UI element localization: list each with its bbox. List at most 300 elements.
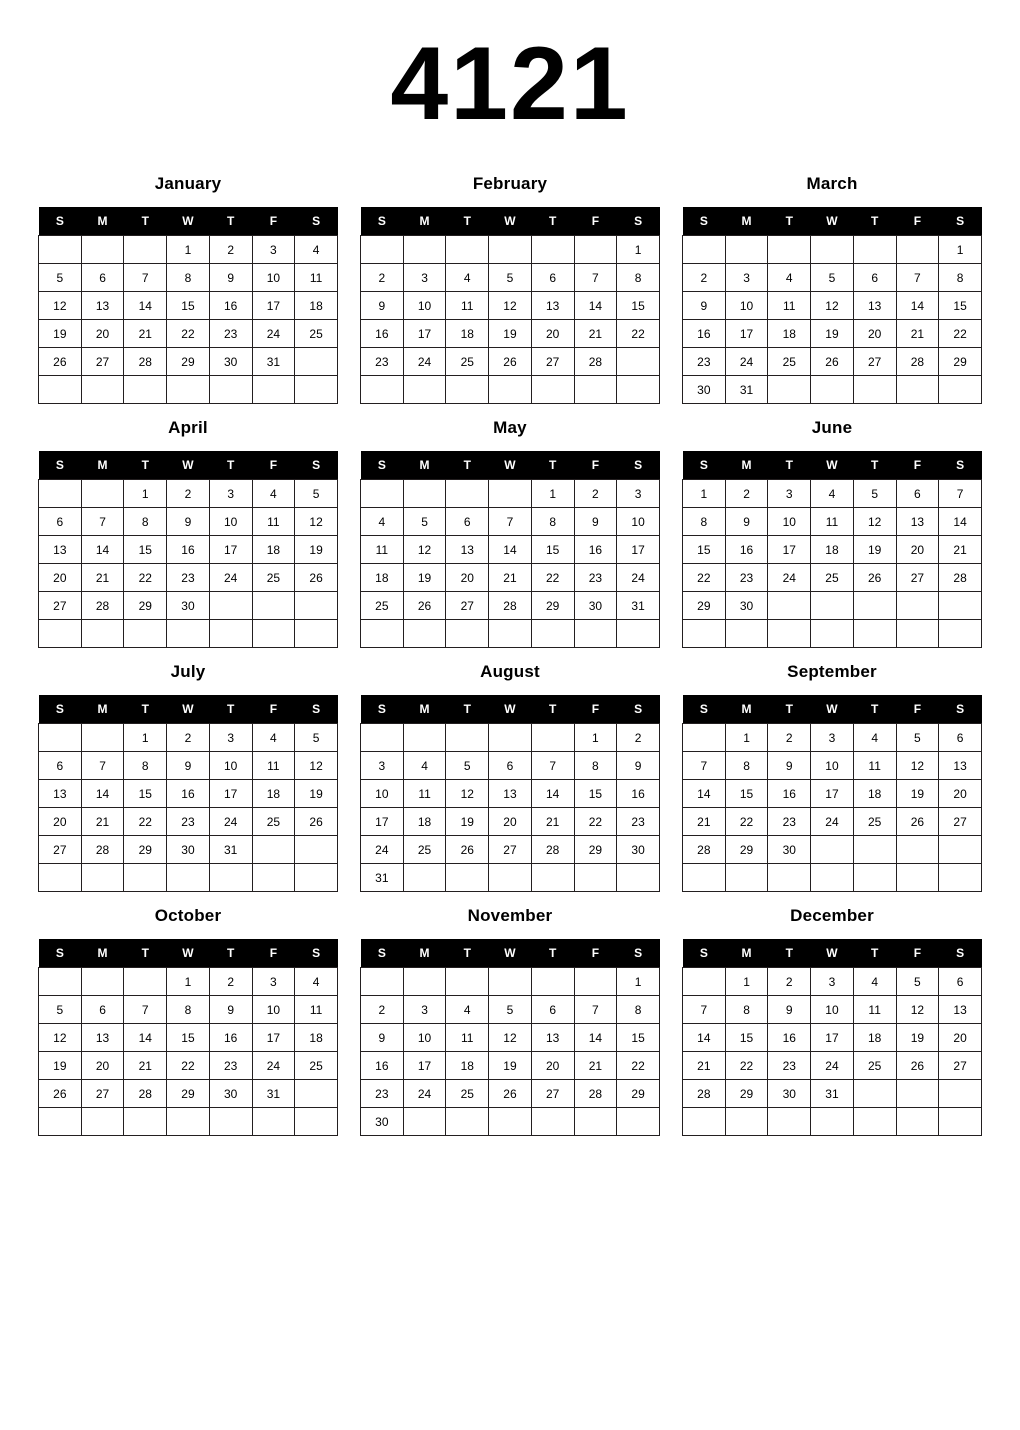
day-cell[interactable]: 15 bbox=[167, 292, 210, 320]
day-cell[interactable]: 13 bbox=[39, 780, 82, 808]
day-cell[interactable]: 3 bbox=[403, 996, 446, 1024]
day-cell[interactable]: 13 bbox=[939, 752, 982, 780]
day-cell[interactable]: 2 bbox=[209, 236, 252, 264]
day-cell[interactable]: 13 bbox=[853, 292, 896, 320]
day-cell[interactable]: 4 bbox=[295, 236, 338, 264]
day-cell[interactable]: 16 bbox=[167, 536, 210, 564]
day-cell[interactable]: 24 bbox=[209, 564, 252, 592]
day-cell[interactable]: 18 bbox=[768, 320, 811, 348]
day-cell[interactable]: 7 bbox=[489, 508, 532, 536]
day-cell[interactable]: 23 bbox=[617, 808, 660, 836]
day-cell[interactable]: 12 bbox=[39, 292, 82, 320]
day-cell[interactable]: 19 bbox=[489, 1052, 532, 1080]
day-cell[interactable]: 11 bbox=[361, 536, 404, 564]
day-cell[interactable]: 15 bbox=[617, 1024, 660, 1052]
day-cell[interactable]: 5 bbox=[896, 968, 939, 996]
day-cell[interactable]: 9 bbox=[209, 264, 252, 292]
day-cell[interactable]: 20 bbox=[853, 320, 896, 348]
day-cell[interactable]: 22 bbox=[167, 1052, 210, 1080]
day-cell[interactable]: 26 bbox=[853, 564, 896, 592]
day-cell[interactable]: 8 bbox=[683, 508, 726, 536]
day-cell[interactable]: 25 bbox=[853, 808, 896, 836]
day-cell[interactable]: 10 bbox=[252, 996, 295, 1024]
day-cell[interactable]: 19 bbox=[811, 320, 854, 348]
day-cell[interactable]: 2 bbox=[768, 968, 811, 996]
day-cell[interactable]: 5 bbox=[403, 508, 446, 536]
day-cell[interactable]: 5 bbox=[896, 724, 939, 752]
day-cell[interactable]: 17 bbox=[768, 536, 811, 564]
day-cell[interactable]: 5 bbox=[811, 264, 854, 292]
day-cell[interactable]: 17 bbox=[361, 808, 404, 836]
day-cell[interactable]: 7 bbox=[683, 752, 726, 780]
day-cell[interactable]: 16 bbox=[768, 1024, 811, 1052]
day-cell[interactable]: 21 bbox=[939, 536, 982, 564]
day-cell[interactable]: 1 bbox=[124, 480, 167, 508]
day-cell[interactable]: 14 bbox=[531, 780, 574, 808]
day-cell[interactable]: 8 bbox=[617, 264, 660, 292]
day-cell[interactable]: 23 bbox=[768, 1052, 811, 1080]
day-cell[interactable]: 15 bbox=[574, 780, 617, 808]
day-cell[interactable]: 30 bbox=[361, 1108, 404, 1136]
day-cell[interactable]: 15 bbox=[725, 1024, 768, 1052]
day-cell[interactable]: 6 bbox=[489, 752, 532, 780]
day-cell[interactable]: 13 bbox=[896, 508, 939, 536]
day-cell[interactable]: 23 bbox=[209, 1052, 252, 1080]
day-cell[interactable]: 28 bbox=[574, 1080, 617, 1108]
day-cell[interactable]: 1 bbox=[725, 724, 768, 752]
day-cell[interactable]: 21 bbox=[683, 1052, 726, 1080]
day-cell[interactable]: 30 bbox=[574, 592, 617, 620]
day-cell[interactable]: 22 bbox=[124, 808, 167, 836]
day-cell[interactable]: 4 bbox=[403, 752, 446, 780]
day-cell[interactable]: 3 bbox=[617, 480, 660, 508]
day-cell[interactable]: 7 bbox=[574, 264, 617, 292]
day-cell[interactable]: 1 bbox=[939, 236, 982, 264]
day-cell[interactable]: 18 bbox=[361, 564, 404, 592]
day-cell[interactable]: 30 bbox=[167, 592, 210, 620]
day-cell[interactable]: 24 bbox=[361, 836, 404, 864]
day-cell[interactable]: 30 bbox=[768, 1080, 811, 1108]
day-cell[interactable]: 6 bbox=[81, 996, 124, 1024]
day-cell[interactable]: 1 bbox=[683, 480, 726, 508]
day-cell[interactable]: 18 bbox=[295, 292, 338, 320]
day-cell[interactable]: 28 bbox=[124, 1080, 167, 1108]
day-cell[interactable]: 27 bbox=[39, 836, 82, 864]
day-cell[interactable]: 8 bbox=[167, 996, 210, 1024]
day-cell[interactable]: 28 bbox=[896, 348, 939, 376]
day-cell[interactable]: 25 bbox=[446, 1080, 489, 1108]
day-cell[interactable]: 16 bbox=[361, 320, 404, 348]
day-cell[interactable]: 19 bbox=[295, 536, 338, 564]
day-cell[interactable]: 28 bbox=[81, 836, 124, 864]
day-cell[interactable]: 18 bbox=[252, 780, 295, 808]
day-cell[interactable]: 3 bbox=[811, 724, 854, 752]
day-cell[interactable]: 21 bbox=[531, 808, 574, 836]
day-cell[interactable]: 8 bbox=[617, 996, 660, 1024]
day-cell[interactable]: 20 bbox=[446, 564, 489, 592]
day-cell[interactable]: 13 bbox=[531, 292, 574, 320]
day-cell[interactable]: 11 bbox=[403, 780, 446, 808]
day-cell[interactable]: 24 bbox=[811, 808, 854, 836]
day-cell[interactable]: 10 bbox=[811, 996, 854, 1024]
day-cell[interactable]: 16 bbox=[617, 780, 660, 808]
day-cell[interactable]: 8 bbox=[124, 508, 167, 536]
day-cell[interactable]: 26 bbox=[896, 808, 939, 836]
day-cell[interactable]: 20 bbox=[81, 1052, 124, 1080]
day-cell[interactable]: 11 bbox=[295, 264, 338, 292]
day-cell[interactable]: 23 bbox=[683, 348, 726, 376]
day-cell[interactable]: 18 bbox=[811, 536, 854, 564]
day-cell[interactable]: 28 bbox=[683, 1080, 726, 1108]
day-cell[interactable]: 29 bbox=[939, 348, 982, 376]
day-cell[interactable]: 14 bbox=[81, 536, 124, 564]
day-cell[interactable]: 26 bbox=[489, 1080, 532, 1108]
day-cell[interactable]: 17 bbox=[403, 320, 446, 348]
day-cell[interactable]: 7 bbox=[81, 752, 124, 780]
day-cell[interactable]: 21 bbox=[489, 564, 532, 592]
day-cell[interactable]: 17 bbox=[209, 780, 252, 808]
day-cell[interactable]: 28 bbox=[124, 348, 167, 376]
day-cell[interactable]: 13 bbox=[81, 292, 124, 320]
day-cell[interactable]: 21 bbox=[896, 320, 939, 348]
day-cell[interactable]: 23 bbox=[209, 320, 252, 348]
day-cell[interactable]: 6 bbox=[39, 752, 82, 780]
day-cell[interactable]: 18 bbox=[853, 780, 896, 808]
day-cell[interactable]: 19 bbox=[896, 780, 939, 808]
day-cell[interactable]: 19 bbox=[403, 564, 446, 592]
day-cell[interactable]: 29 bbox=[683, 592, 726, 620]
day-cell[interactable]: 24 bbox=[617, 564, 660, 592]
day-cell[interactable]: 15 bbox=[531, 536, 574, 564]
day-cell[interactable]: 2 bbox=[167, 724, 210, 752]
day-cell[interactable]: 31 bbox=[811, 1080, 854, 1108]
day-cell[interactable]: 9 bbox=[361, 292, 404, 320]
day-cell[interactable]: 31 bbox=[209, 836, 252, 864]
day-cell[interactable]: 6 bbox=[939, 724, 982, 752]
day-cell[interactable]: 8 bbox=[574, 752, 617, 780]
day-cell[interactable]: 4 bbox=[768, 264, 811, 292]
day-cell[interactable]: 9 bbox=[683, 292, 726, 320]
day-cell[interactable]: 13 bbox=[446, 536, 489, 564]
day-cell[interactable]: 31 bbox=[361, 864, 404, 892]
day-cell[interactable]: 9 bbox=[167, 508, 210, 536]
day-cell[interactable]: 4 bbox=[853, 724, 896, 752]
day-cell[interactable]: 20 bbox=[531, 320, 574, 348]
day-cell[interactable]: 25 bbox=[768, 348, 811, 376]
day-cell[interactable]: 23 bbox=[361, 348, 404, 376]
day-cell[interactable]: 2 bbox=[768, 724, 811, 752]
day-cell[interactable]: 13 bbox=[39, 536, 82, 564]
day-cell[interactable]: 10 bbox=[403, 1024, 446, 1052]
day-cell[interactable]: 5 bbox=[39, 996, 82, 1024]
day-cell[interactable]: 16 bbox=[361, 1052, 404, 1080]
day-cell[interactable]: 27 bbox=[81, 1080, 124, 1108]
day-cell[interactable]: 2 bbox=[725, 480, 768, 508]
day-cell[interactable]: 7 bbox=[124, 996, 167, 1024]
day-cell[interactable]: 26 bbox=[446, 836, 489, 864]
day-cell[interactable]: 17 bbox=[403, 1052, 446, 1080]
day-cell[interactable]: 20 bbox=[939, 780, 982, 808]
day-cell[interactable]: 7 bbox=[896, 264, 939, 292]
day-cell[interactable]: 12 bbox=[896, 996, 939, 1024]
day-cell[interactable]: 1 bbox=[617, 968, 660, 996]
day-cell[interactable]: 12 bbox=[853, 508, 896, 536]
day-cell[interactable]: 2 bbox=[209, 968, 252, 996]
day-cell[interactable]: 12 bbox=[489, 1024, 532, 1052]
day-cell[interactable]: 22 bbox=[683, 564, 726, 592]
day-cell[interactable]: 7 bbox=[939, 480, 982, 508]
day-cell[interactable]: 21 bbox=[81, 564, 124, 592]
day-cell[interactable]: 12 bbox=[295, 752, 338, 780]
day-cell[interactable]: 14 bbox=[574, 1024, 617, 1052]
day-cell[interactable]: 22 bbox=[617, 1052, 660, 1080]
day-cell[interactable]: 10 bbox=[252, 264, 295, 292]
day-cell[interactable]: 14 bbox=[896, 292, 939, 320]
day-cell[interactable]: 17 bbox=[209, 536, 252, 564]
day-cell[interactable]: 28 bbox=[939, 564, 982, 592]
day-cell[interactable]: 17 bbox=[811, 1024, 854, 1052]
day-cell[interactable]: 5 bbox=[489, 996, 532, 1024]
day-cell[interactable]: 22 bbox=[725, 1052, 768, 1080]
day-cell[interactable]: 14 bbox=[683, 780, 726, 808]
day-cell[interactable]: 26 bbox=[295, 808, 338, 836]
day-cell[interactable]: 3 bbox=[252, 236, 295, 264]
day-cell[interactable]: 22 bbox=[574, 808, 617, 836]
day-cell[interactable]: 18 bbox=[446, 320, 489, 348]
day-cell[interactable]: 3 bbox=[361, 752, 404, 780]
day-cell[interactable]: 1 bbox=[617, 236, 660, 264]
day-cell[interactable]: 3 bbox=[725, 264, 768, 292]
day-cell[interactable]: 16 bbox=[209, 292, 252, 320]
day-cell[interactable]: 28 bbox=[489, 592, 532, 620]
day-cell[interactable]: 29 bbox=[725, 836, 768, 864]
day-cell[interactable]: 22 bbox=[725, 808, 768, 836]
day-cell[interactable]: 6 bbox=[446, 508, 489, 536]
day-cell[interactable]: 3 bbox=[252, 968, 295, 996]
day-cell[interactable]: 4 bbox=[361, 508, 404, 536]
day-cell[interactable]: 9 bbox=[725, 508, 768, 536]
day-cell[interactable]: 25 bbox=[295, 1052, 338, 1080]
day-cell[interactable]: 16 bbox=[167, 780, 210, 808]
day-cell[interactable]: 23 bbox=[167, 564, 210, 592]
day-cell[interactable]: 9 bbox=[209, 996, 252, 1024]
day-cell[interactable]: 9 bbox=[768, 996, 811, 1024]
day-cell[interactable]: 22 bbox=[167, 320, 210, 348]
day-cell[interactable]: 17 bbox=[617, 536, 660, 564]
day-cell[interactable]: 29 bbox=[124, 836, 167, 864]
day-cell[interactable]: 2 bbox=[683, 264, 726, 292]
day-cell[interactable]: 19 bbox=[896, 1024, 939, 1052]
day-cell[interactable]: 10 bbox=[768, 508, 811, 536]
day-cell[interactable]: 15 bbox=[683, 536, 726, 564]
day-cell[interactable]: 3 bbox=[403, 264, 446, 292]
day-cell[interactable]: 4 bbox=[252, 724, 295, 752]
day-cell[interactable]: 1 bbox=[531, 480, 574, 508]
day-cell[interactable]: 22 bbox=[124, 564, 167, 592]
day-cell[interactable]: 14 bbox=[683, 1024, 726, 1052]
day-cell[interactable]: 20 bbox=[939, 1024, 982, 1052]
day-cell[interactable]: 23 bbox=[574, 564, 617, 592]
day-cell[interactable]: 24 bbox=[252, 320, 295, 348]
day-cell[interactable]: 11 bbox=[768, 292, 811, 320]
day-cell[interactable]: 25 bbox=[361, 592, 404, 620]
day-cell[interactable]: 12 bbox=[446, 780, 489, 808]
day-cell[interactable]: 30 bbox=[209, 348, 252, 376]
day-cell[interactable]: 30 bbox=[167, 836, 210, 864]
day-cell[interactable]: 14 bbox=[489, 536, 532, 564]
day-cell[interactable]: 15 bbox=[725, 780, 768, 808]
day-cell[interactable]: 30 bbox=[768, 836, 811, 864]
day-cell[interactable]: 8 bbox=[725, 996, 768, 1024]
day-cell[interactable]: 2 bbox=[361, 264, 404, 292]
day-cell[interactable]: 25 bbox=[252, 564, 295, 592]
day-cell[interactable]: 11 bbox=[853, 752, 896, 780]
day-cell[interactable]: 19 bbox=[489, 320, 532, 348]
day-cell[interactable]: 21 bbox=[124, 1052, 167, 1080]
day-cell[interactable]: 5 bbox=[853, 480, 896, 508]
day-cell[interactable]: 6 bbox=[531, 264, 574, 292]
day-cell[interactable]: 20 bbox=[39, 808, 82, 836]
day-cell[interactable]: 20 bbox=[896, 536, 939, 564]
day-cell[interactable]: 17 bbox=[252, 292, 295, 320]
day-cell[interactable]: 27 bbox=[39, 592, 82, 620]
day-cell[interactable]: 11 bbox=[853, 996, 896, 1024]
day-cell[interactable]: 21 bbox=[574, 320, 617, 348]
day-cell[interactable]: 26 bbox=[896, 1052, 939, 1080]
day-cell[interactable]: 30 bbox=[725, 592, 768, 620]
day-cell[interactable]: 26 bbox=[39, 348, 82, 376]
day-cell[interactable]: 1 bbox=[725, 968, 768, 996]
day-cell[interactable]: 29 bbox=[167, 1080, 210, 1108]
day-cell[interactable]: 14 bbox=[124, 1024, 167, 1052]
day-cell[interactable]: 11 bbox=[252, 752, 295, 780]
day-cell[interactable]: 7 bbox=[81, 508, 124, 536]
day-cell[interactable]: 5 bbox=[39, 264, 82, 292]
day-cell[interactable]: 24 bbox=[209, 808, 252, 836]
day-cell[interactable]: 25 bbox=[252, 808, 295, 836]
day-cell[interactable]: 12 bbox=[811, 292, 854, 320]
day-cell[interactable]: 4 bbox=[853, 968, 896, 996]
day-cell[interactable]: 11 bbox=[446, 292, 489, 320]
day-cell[interactable]: 31 bbox=[617, 592, 660, 620]
day-cell[interactable]: 27 bbox=[853, 348, 896, 376]
day-cell[interactable]: 16 bbox=[209, 1024, 252, 1052]
day-cell[interactable]: 23 bbox=[725, 564, 768, 592]
day-cell[interactable]: 9 bbox=[167, 752, 210, 780]
day-cell[interactable]: 15 bbox=[617, 292, 660, 320]
day-cell[interactable]: 26 bbox=[403, 592, 446, 620]
day-cell[interactable]: 10 bbox=[361, 780, 404, 808]
day-cell[interactable]: 10 bbox=[403, 292, 446, 320]
day-cell[interactable]: 9 bbox=[574, 508, 617, 536]
day-cell[interactable]: 29 bbox=[574, 836, 617, 864]
day-cell[interactable]: 21 bbox=[81, 808, 124, 836]
day-cell[interactable]: 10 bbox=[617, 508, 660, 536]
day-cell[interactable]: 10 bbox=[811, 752, 854, 780]
day-cell[interactable]: 20 bbox=[39, 564, 82, 592]
day-cell[interactable]: 19 bbox=[39, 1052, 82, 1080]
day-cell[interactable]: 28 bbox=[531, 836, 574, 864]
day-cell[interactable]: 2 bbox=[617, 724, 660, 752]
day-cell[interactable]: 7 bbox=[531, 752, 574, 780]
day-cell[interactable]: 29 bbox=[617, 1080, 660, 1108]
day-cell[interactable]: 10 bbox=[209, 752, 252, 780]
day-cell[interactable]: 16 bbox=[574, 536, 617, 564]
day-cell[interactable]: 27 bbox=[531, 348, 574, 376]
day-cell[interactable]: 5 bbox=[295, 480, 338, 508]
day-cell[interactable]: 27 bbox=[81, 348, 124, 376]
day-cell[interactable]: 5 bbox=[295, 724, 338, 752]
day-cell[interactable]: 26 bbox=[489, 348, 532, 376]
day-cell[interactable]: 16 bbox=[683, 320, 726, 348]
day-cell[interactable]: 2 bbox=[574, 480, 617, 508]
day-cell[interactable]: 19 bbox=[446, 808, 489, 836]
day-cell[interactable]: 4 bbox=[811, 480, 854, 508]
day-cell[interactable]: 18 bbox=[252, 536, 295, 564]
day-cell[interactable]: 28 bbox=[683, 836, 726, 864]
day-cell[interactable]: 31 bbox=[252, 1080, 295, 1108]
day-cell[interactable]: 25 bbox=[295, 320, 338, 348]
day-cell[interactable]: 3 bbox=[768, 480, 811, 508]
day-cell[interactable]: 13 bbox=[489, 780, 532, 808]
day-cell[interactable]: 2 bbox=[361, 996, 404, 1024]
day-cell[interactable]: 11 bbox=[446, 1024, 489, 1052]
day-cell[interactable]: 24 bbox=[252, 1052, 295, 1080]
day-cell[interactable]: 29 bbox=[167, 348, 210, 376]
day-cell[interactable]: 31 bbox=[725, 376, 768, 404]
day-cell[interactable]: 24 bbox=[811, 1052, 854, 1080]
day-cell[interactable]: 25 bbox=[811, 564, 854, 592]
day-cell[interactable]: 6 bbox=[531, 996, 574, 1024]
day-cell[interactable]: 15 bbox=[939, 292, 982, 320]
day-cell[interactable]: 20 bbox=[489, 808, 532, 836]
day-cell[interactable]: 28 bbox=[574, 348, 617, 376]
day-cell[interactable]: 29 bbox=[531, 592, 574, 620]
day-cell[interactable]: 9 bbox=[768, 752, 811, 780]
day-cell[interactable]: 22 bbox=[617, 320, 660, 348]
day-cell[interactable]: 29 bbox=[725, 1080, 768, 1108]
day-cell[interactable]: 23 bbox=[361, 1080, 404, 1108]
day-cell[interactable]: 12 bbox=[896, 752, 939, 780]
day-cell[interactable]: 24 bbox=[403, 348, 446, 376]
day-cell[interactable]: 12 bbox=[39, 1024, 82, 1052]
day-cell[interactable]: 2 bbox=[167, 480, 210, 508]
day-cell[interactable]: 29 bbox=[124, 592, 167, 620]
day-cell[interactable]: 24 bbox=[403, 1080, 446, 1108]
day-cell[interactable]: 27 bbox=[896, 564, 939, 592]
day-cell[interactable]: 14 bbox=[939, 508, 982, 536]
day-cell[interactable]: 27 bbox=[939, 1052, 982, 1080]
day-cell[interactable]: 12 bbox=[403, 536, 446, 564]
day-cell[interactable]: 18 bbox=[403, 808, 446, 836]
day-cell[interactable]: 27 bbox=[531, 1080, 574, 1108]
day-cell[interactable]: 3 bbox=[209, 480, 252, 508]
day-cell[interactable]: 10 bbox=[725, 292, 768, 320]
day-cell[interactable]: 17 bbox=[811, 780, 854, 808]
day-cell[interactable]: 13 bbox=[939, 996, 982, 1024]
day-cell[interactable]: 14 bbox=[81, 780, 124, 808]
day-cell[interactable]: 4 bbox=[446, 264, 489, 292]
day-cell[interactable]: 6 bbox=[896, 480, 939, 508]
day-cell[interactable]: 17 bbox=[725, 320, 768, 348]
day-cell[interactable]: 30 bbox=[617, 836, 660, 864]
day-cell[interactable]: 22 bbox=[531, 564, 574, 592]
day-cell[interactable]: 23 bbox=[768, 808, 811, 836]
day-cell[interactable]: 6 bbox=[81, 264, 124, 292]
day-cell[interactable]: 21 bbox=[574, 1052, 617, 1080]
day-cell[interactable]: 9 bbox=[617, 752, 660, 780]
day-cell[interactable]: 11 bbox=[295, 996, 338, 1024]
